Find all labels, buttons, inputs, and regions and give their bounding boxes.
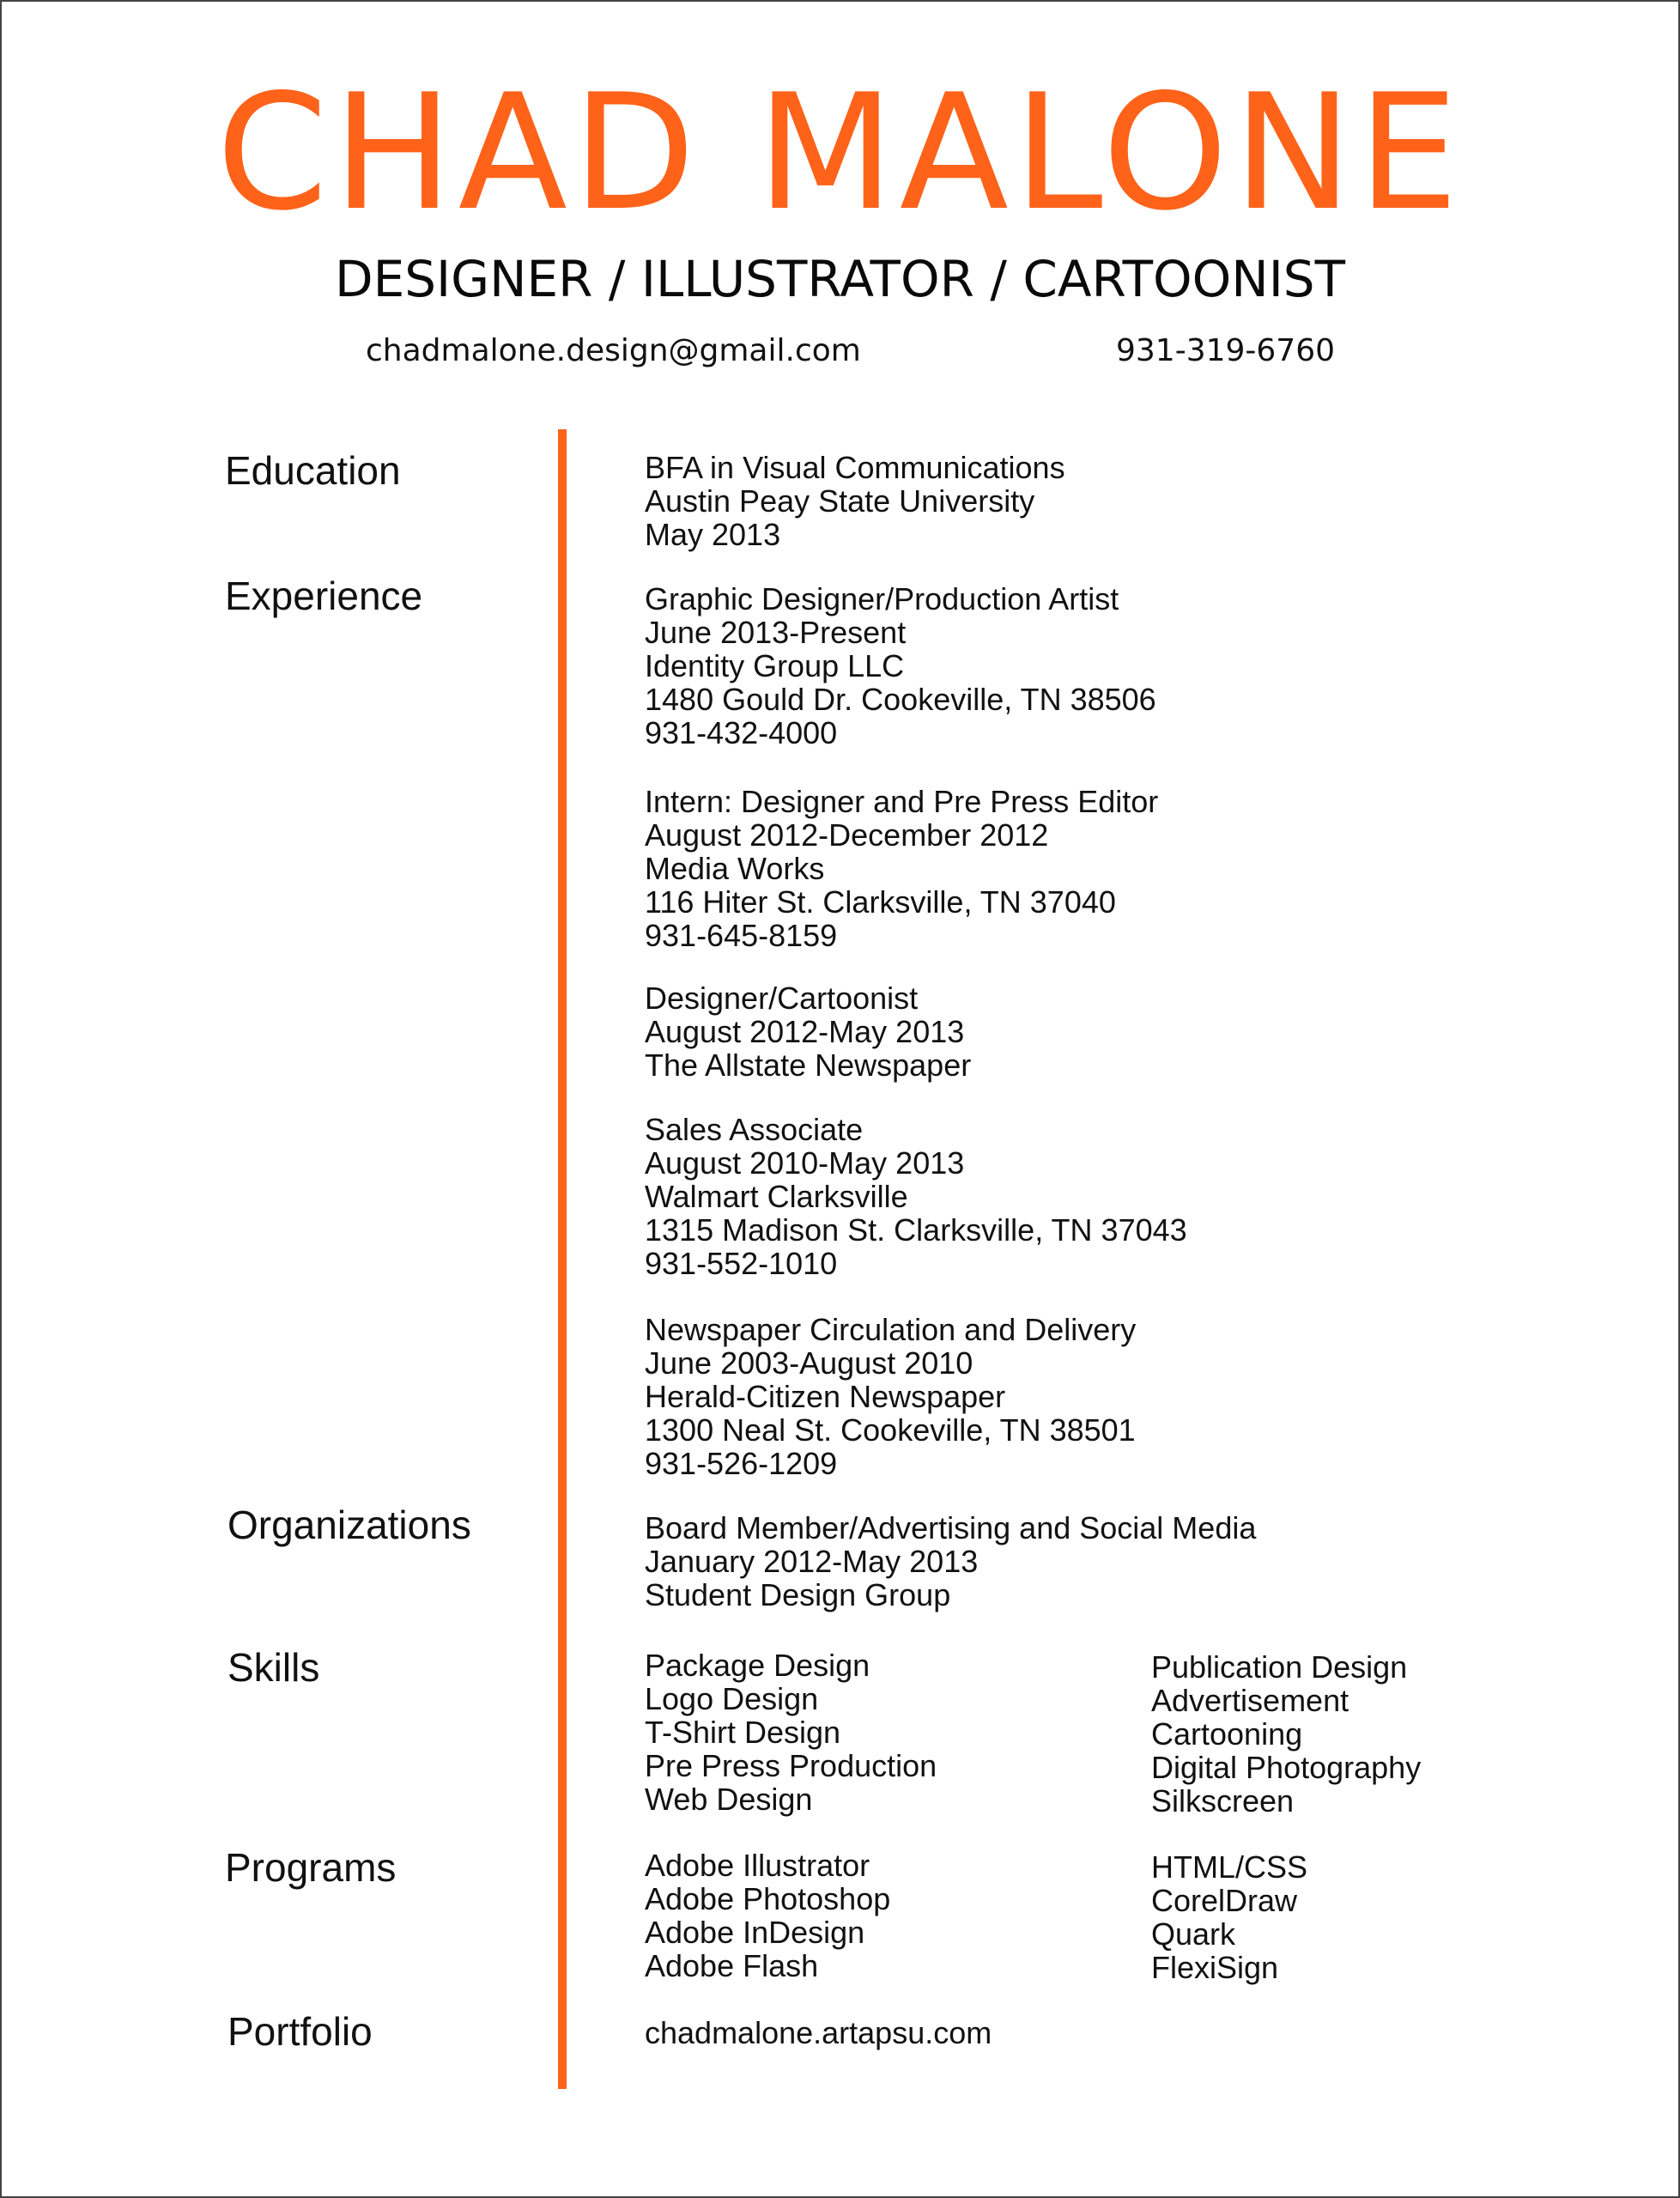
job-dates: August 2010-May 2013 [645,1145,965,1181]
contact-phone: 931-319-6760 [1116,333,1336,368]
job-company: Media Works [645,851,825,886]
job-phone: 931-432-4000 [645,715,838,750]
program-item: Adobe Photoshop [645,1881,891,1916]
experience-job [645,1113,1187,1280]
program-item: CorelDraw [1151,1883,1298,1918]
skill-item: Pre Press Production [645,1748,937,1783]
education-line: Austin Peay State University [645,483,1035,519]
program-item: Quark [1151,1916,1236,1952]
job-company: The Allstate Newspaper [645,1047,972,1083]
skill-item: Publication Design [1151,1649,1408,1685]
skill-item: Logo Design [645,1681,819,1716]
job-title: Sales Associate [645,1112,864,1147]
heading-skills: Skills [227,1645,320,1690]
programs-column-2 [1151,1850,1307,1984]
heading-education: Education [225,448,401,493]
program-item: HTML/CSS [1151,1849,1308,1885]
job-title: Designer/Cartoonist [645,981,919,1016]
job-address: 1480 Gould Dr. Cookeville, TN 38506 [645,682,1156,717]
program-item: Adobe InDesign [645,1915,865,1950]
skills-column-1 [645,1648,937,1816]
organization-line: January 2012-May 2013 [645,1544,979,1579]
job-phone: 931-645-8159 [645,918,838,953]
job-company: Walmart Clarksville [645,1179,908,1214]
programs-column-1 [645,1849,890,1982]
job-dates: August 2012-December 2012 [645,817,1049,853]
skill-item: T-Shirt Design [645,1715,841,1750]
job-title: Newspaper Circulation and Delivery [645,1312,1137,1347]
program-item: Adobe Illustrator [645,1848,870,1883]
skill-item: Cartooning [1151,1716,1303,1752]
job-address: 1315 Madison St. Clarksville, TN 37043 [645,1212,1187,1248]
education-line: BFA in Visual Communications [645,450,1065,485]
job-title: Graphic Designer/Production Artist [645,581,1119,616]
organizations-block [645,1511,1256,1612]
experience-job [645,981,971,1082]
skill-item: Package Design [645,1648,870,1683]
skill-item: Digital Photography [1151,1750,1422,1785]
education-line: May 2013 [645,517,781,552]
contact-email[interactable]: chadmalone.design@gmail.com [366,333,861,368]
job-company: Identity Group LLC [645,648,905,683]
job-phone: 931-526-1209 [645,1446,838,1481]
skill-item: Web Design [645,1782,813,1817]
skill-item: Silkscreen [1151,1783,1295,1819]
experience-job [645,1313,1136,1480]
experience-job [645,785,1158,952]
program-item: FlexiSign [1151,1950,1279,1985]
portfolio-url[interactable]: chadmalone.artapsu.com [645,2015,992,2050]
job-dates: August 2012-May 2013 [645,1014,965,1049]
skill-item: Advertisement [1151,1683,1349,1718]
resume-name: CHAD MALONE [215,59,1465,246]
job-address: 116 Hiter St. Clarksville, TN 37040 [645,884,1116,920]
resume-title: DESIGNER / ILLUSTRATOR / CARTOONIST [334,250,1346,308]
skills-column-2 [1151,1650,1421,1818]
job-company: Herald-Citizen Newspaper [645,1379,1006,1414]
heading-portfolio: Portfolio [227,2009,373,2054]
heading-experience: Experience [225,574,423,618]
organization-line: Board Member/Advertising and Social Media [645,1510,1257,1545]
job-address: 1300 Neal St. Cookeville, TN 38501 [645,1412,1136,1448]
job-dates: June 2003-August 2010 [645,1345,973,1381]
job-title: Intern: Designer and Pre Press Editor [645,784,1159,819]
job-phone: 931-552-1010 [645,1246,838,1281]
heading-organizations: Organizations [227,1503,471,1547]
experience-job [645,582,1156,750]
job-dates: June 2013-Present [645,615,907,650]
organization-line: Student Design Group [645,1577,951,1612]
program-item: Adobe Flash [645,1948,819,1983]
heading-programs: Programs [225,1845,397,1890]
education-block [645,451,1065,551]
section-divider [558,429,567,2089]
